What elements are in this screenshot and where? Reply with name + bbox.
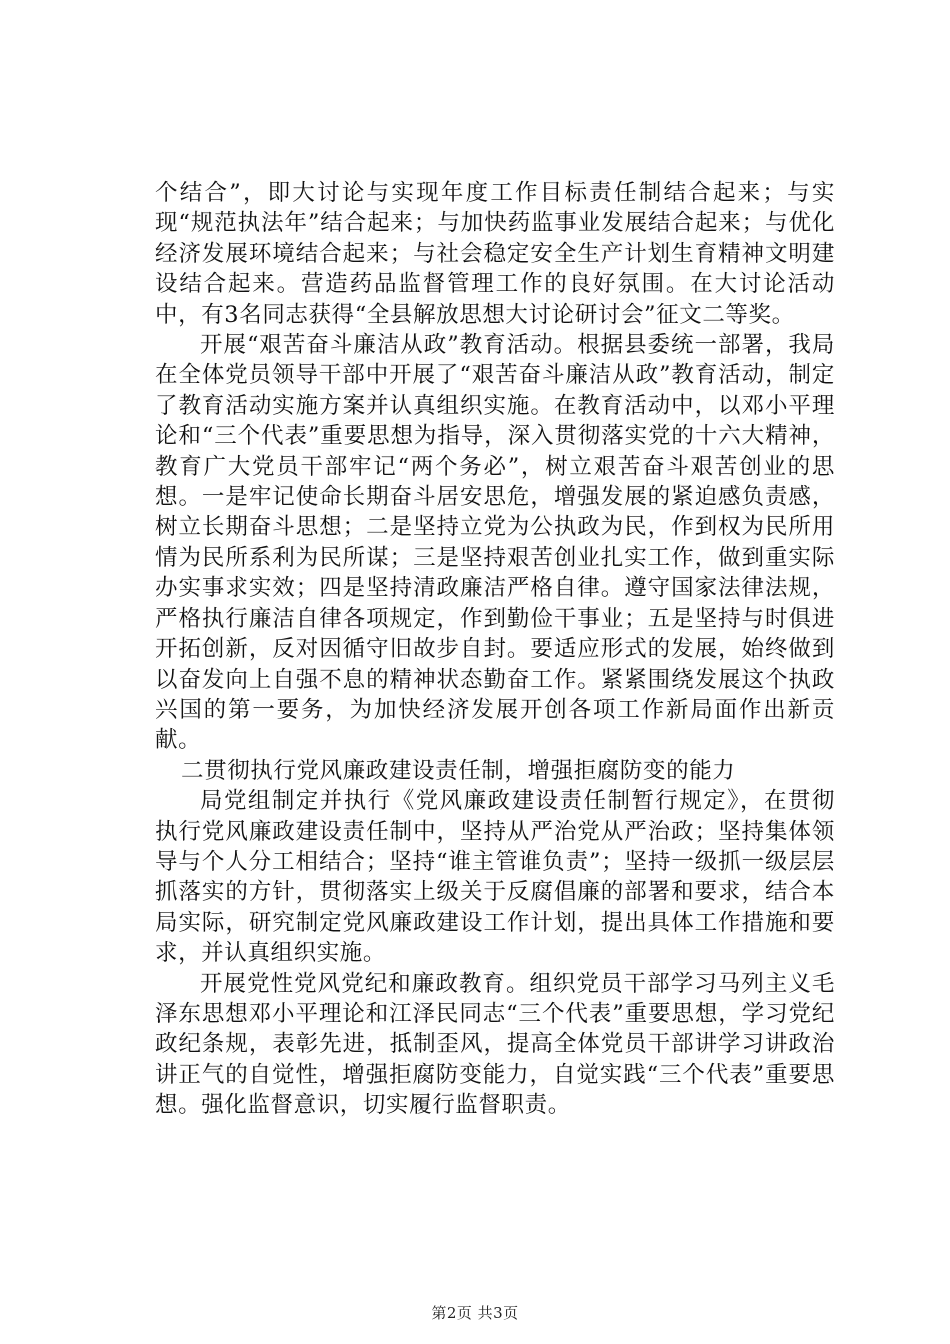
paragraph-responsibility-system: 局党组制定并执行《党风廉政建设责任制暂行规定》，在贯彻执行党风廉政建设责任制中，坚持从严治党从严治政；坚持集体领导与个人分工相结合；坚持“谁主管谁负责”；坚持一级抓一级层层抓落实的方针，贯彻落实上级关于反腐倡廉的部署和要求，结合本局实际，研究制定党风廉政建设工作计划，提出具体工作措施和要求，并认真组织实施。 xyxy=(155,788,835,967)
paragraph-party-education: 开展党性党风党纪和廉政教育。组织党员干部学习马列主义毛泽东思想邓小平理论和江泽民同志“三个代表”重要思想，学习党纪政纪条规，表彰先进，抵制歪风，提高全体党员干部讲学习讲政治讲正气的自觉性，增强拒腐防变能力，自觉实践“三个代表”重要思想。强化监督意识，切实履行监督职责。 xyxy=(155,970,835,1119)
document-body xyxy=(155,178,835,1121)
paragraph-continued: 个结合”，即大讨论与实现年度工作目标责任制结合起来；与实现“规范执法年”结合起来；与加快药监事业发展结合起来；与优化经济发展环境结合起来；与社会稳定安全生产计划生育精神文明建设结合起来。营造药品监督管理工作的良好氛围。在大讨论活动中，有3名同志获得“全县解放思想大讨论研讨会”征文二等奖。 xyxy=(155,180,835,328)
paragraph-hardship-education: 开展“艰苦奋斗廉洁从政”教育活动。根据县委统一部署，我局在全体党员领导干部中开展了“艰苦奋斗廉洁从政”教育活动，制定了教育活动实施方案并认真组织实施。在教育活动中，以邓小平理论和“三个代表”重要思想为指导，深入贯彻落实党的十六大精神，教育广大党员干部牢记“两个务必”，树立艰苦奋斗艰苦创业的思想。一是牢记使命长期奋斗居安思危，增强发展的紧迫感负责感，树立长期奋斗思想；二是坚持立党为公执政为民，作到权为民所用情为民所系利为民所谋；三是坚持艰苦创业扎实工作，做到重实际办实事求实效；四是坚持清政廉洁严格自律。遵守国家法律法规，严格执行廉洁自律各项规定，作到勤俭干事业；五是坚持与时俱进开拓创新，反对因循守旧故步自封。要适应形式的发展，始终做到以奋发向上自强不息的精神状态勤奋工作。紧紧围绕发展这个执政兴国的第一要务，为加快经济发展开创各项工作新局面作出新贡献。 xyxy=(155,332,835,754)
page-number-footer: 第2页 共3页 xyxy=(431,1304,519,1322)
section-heading-responsibility: 二贯彻执行党风廉政建设责任制，增强拒腐防变的能力 xyxy=(181,757,736,784)
